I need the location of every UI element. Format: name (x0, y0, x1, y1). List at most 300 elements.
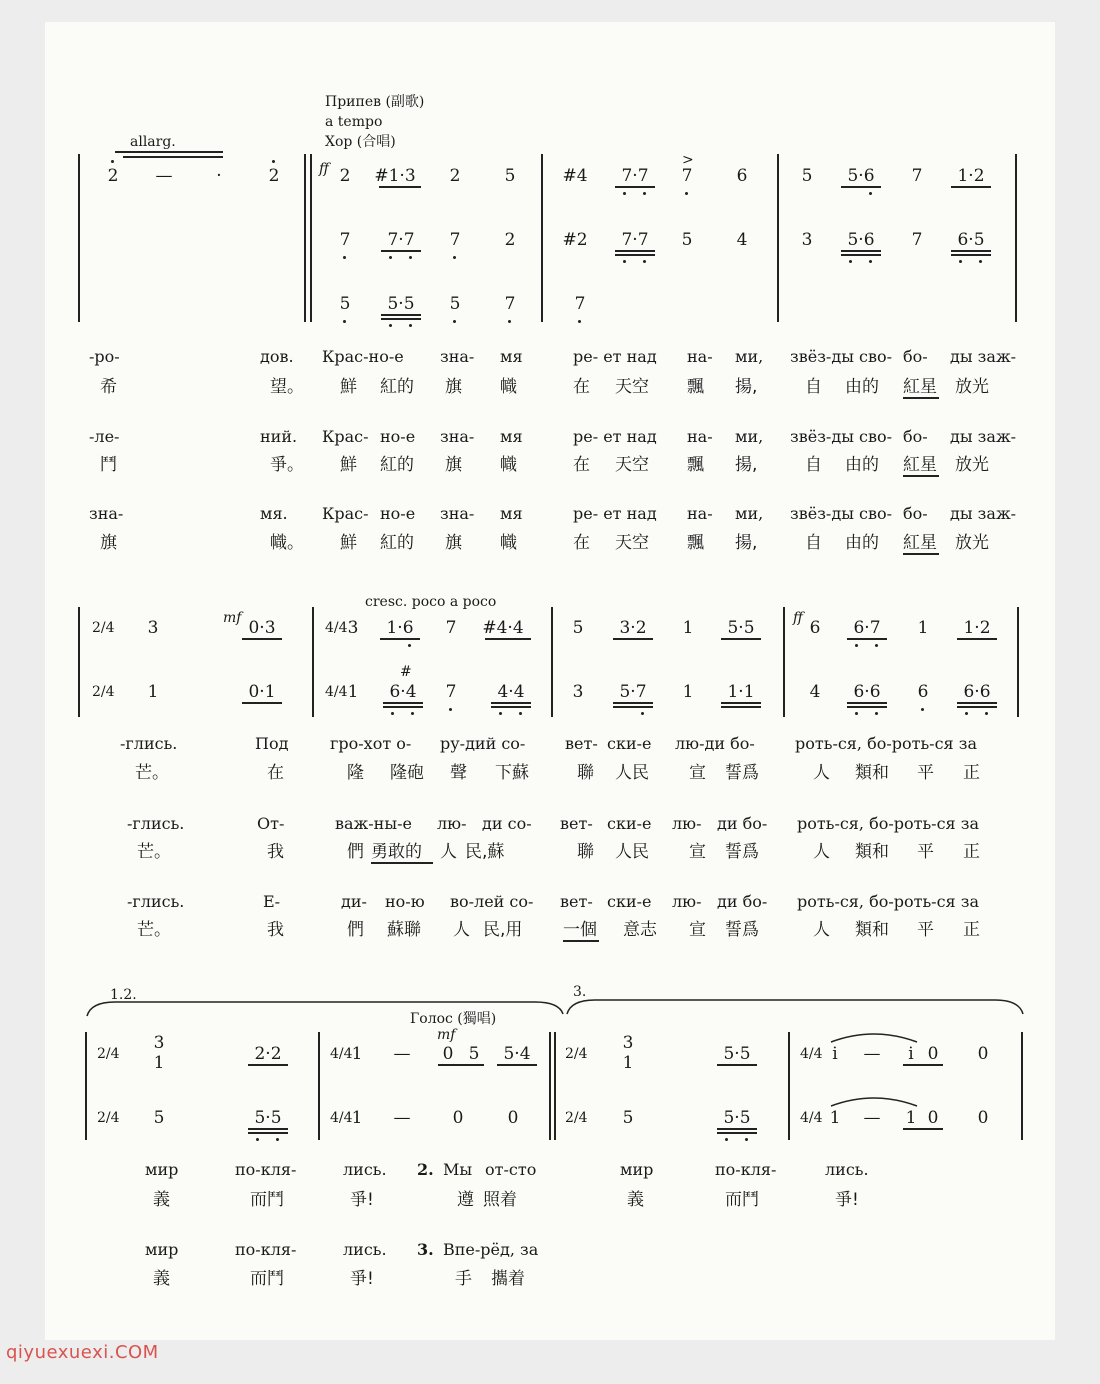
lyric-ru: -ро- (89, 347, 120, 366)
volta-bracket (565, 994, 1025, 1018)
note: 5·5 (723, 1044, 751, 1064)
lyric-zh: 在 (573, 455, 590, 475)
note: #4 (562, 166, 588, 186)
lyric-ru: на- (687, 427, 713, 446)
lyric-ru: Впе-рёд, за (443, 1240, 539, 1259)
lyric-ru: но-е (380, 427, 416, 446)
note: #1·3 (374, 166, 416, 186)
note: i (908, 1044, 914, 1064)
note: 5·6 (847, 166, 875, 186)
beam (951, 186, 991, 188)
lyric-zh: 人 (813, 842, 830, 862)
lyric-zh: 揚, (735, 455, 758, 475)
beam (383, 706, 423, 708)
barline (777, 154, 779, 322)
lyric-ru: ру-дий со- (440, 734, 526, 753)
note: 6·5 (957, 230, 985, 250)
lyric-zh: 人民 (615, 763, 649, 783)
lyric-ru: ски-е (607, 814, 652, 833)
note: 1 (351, 1044, 363, 1064)
note: 4·4 (497, 682, 525, 702)
lyric-zh: 紅星 (903, 455, 937, 475)
note: 6 (917, 682, 929, 702)
octave-dot (276, 1138, 279, 1141)
lyric-zh: 飄 (687, 533, 704, 553)
note: 5 (468, 1044, 480, 1064)
time-signature: 4/4 (330, 1046, 353, 1062)
lyric-underline (371, 862, 433, 864)
octave-dot (453, 256, 456, 259)
beam (957, 638, 997, 640)
beam (841, 254, 881, 256)
accent-mark: > (682, 152, 694, 168)
time-signature: 4/4 (800, 1046, 823, 1062)
lyric-zh: 由的 (845, 533, 879, 553)
lyric-zh: 在 (267, 763, 284, 783)
barline (1021, 1032, 1023, 1140)
beam (951, 254, 991, 256)
lyric-zh: 誓爲 (725, 842, 759, 862)
lyric-ru: зна- (440, 504, 475, 523)
lyric-zh: 隆 (347, 763, 364, 783)
lyric-zh: 照着 (483, 1190, 517, 1210)
lyric-ru: лись. (825, 1160, 869, 1179)
lyric-ru: -глись. (127, 814, 185, 833)
lyric-ru: мир (145, 1240, 179, 1259)
lyric-ru: звёз-ды сво- (790, 427, 893, 446)
octave-dot (965, 712, 968, 715)
lyric-ru: -глись. (120, 734, 178, 753)
lyric-ru: Е- (263, 892, 281, 911)
octave-dot (643, 260, 646, 263)
lyric-ru: лись. (343, 1160, 387, 1179)
octave-dot (389, 324, 392, 327)
dynamic-ff: ff (793, 610, 803, 626)
lyric-ru: гро-хот о- (330, 734, 412, 753)
lyric-zh: 而鬥 (250, 1269, 284, 1289)
lyric-ru: ми, (735, 427, 764, 446)
lyric-ru: ды заж- (950, 347, 1017, 366)
lyric-ru: Крас- (322, 427, 369, 446)
octave-dot (519, 712, 522, 715)
beam (381, 250, 421, 252)
note: 5·5 (387, 294, 415, 314)
lyric-zh: 們 (347, 920, 364, 940)
lyric-ru: ды заж- (950, 427, 1017, 446)
beam (951, 250, 991, 252)
solo-label: Голос (獨唱) (410, 1011, 497, 1027)
note: 6·6 (853, 682, 881, 702)
octave-dot (272, 160, 275, 163)
octave-dot (875, 644, 878, 647)
beam (615, 250, 655, 252)
lyric-underline (563, 940, 599, 942)
lyric-zh: 希 (100, 377, 117, 397)
note: 1 (347, 682, 359, 702)
lyric-zh: 正 (963, 763, 980, 783)
score-page (45, 22, 1055, 1340)
note: 1·2 (963, 618, 991, 638)
lyric-zh: 飄 (687, 455, 704, 475)
note: 1 (147, 682, 159, 702)
lyric-zh: 人民 (615, 842, 649, 862)
barline (304, 154, 306, 322)
lyric-ru: мя (500, 347, 523, 366)
octave-dot (725, 1138, 728, 1141)
lyric-ru: ски-е (607, 892, 652, 911)
note: 5 (801, 166, 813, 186)
note: 3 (801, 230, 813, 250)
lyric-zh: 揚, (735, 533, 758, 553)
octave-dot (391, 712, 394, 715)
lyric-zh: 芒。 (137, 920, 171, 940)
note: 2 (339, 166, 351, 186)
beam (248, 1132, 288, 1134)
beam (485, 638, 531, 640)
lyric-zh: 聲 (450, 763, 467, 783)
lyric-ru: мир (145, 1160, 179, 1179)
note: 6 (736, 166, 748, 186)
lyric-zh: 義 (153, 1269, 170, 1289)
note: 0 (507, 1108, 519, 1128)
octave-dot (111, 160, 114, 163)
octave-dot (409, 256, 412, 259)
beam (721, 702, 761, 704)
beam (438, 1064, 484, 1066)
lyric-zh: 紅的 (380, 533, 414, 553)
note: 5 (622, 1108, 634, 1128)
volta-label: 1.2. (110, 987, 137, 1003)
hold-dash: — (863, 1108, 881, 1128)
octave-dot (959, 260, 962, 263)
beam (717, 1128, 757, 1130)
note: #2 (562, 230, 588, 250)
lyric-ru: ди бо- (717, 814, 768, 833)
octave-dot (855, 644, 858, 647)
beam (491, 702, 531, 704)
verse-number: 2. (417, 1160, 434, 1179)
lyric-zh: 旗 (100, 533, 117, 553)
note: 5·4 (503, 1044, 531, 1064)
lyric-zh: 宣 (689, 842, 706, 862)
beam (383, 702, 423, 704)
lyric-ru: мя. (260, 504, 288, 523)
octave-dot (745, 1138, 748, 1141)
lyric-ru: мир (620, 1160, 654, 1179)
allargando-marking: allarg. (130, 134, 176, 150)
lyric-ru: ре- ет над (573, 427, 657, 446)
note: i (832, 1044, 838, 1064)
lyric-ru: во-лей со- (450, 892, 534, 911)
note: 5·6 (847, 230, 875, 250)
lyric-zh: 我 (267, 842, 284, 862)
beam (613, 638, 653, 640)
barline (78, 154, 80, 322)
note: 5 (572, 618, 584, 638)
lyric-ru: роть-ся, бо-роть-ся за (797, 814, 979, 833)
lyric-ru: мя (500, 427, 523, 446)
barline (78, 607, 80, 717)
note: 5 (339, 294, 351, 314)
lyric-ru: ски-е (607, 734, 652, 753)
time-signature: 2/4 (97, 1110, 120, 1126)
note: 7 (504, 294, 516, 314)
note: 5 (681, 230, 693, 250)
beam (957, 702, 997, 704)
barline (541, 154, 543, 322)
lyric-zh: 手 (455, 1269, 472, 1289)
note: 3 (622, 1033, 634, 1053)
lyric-zh: 自 (805, 377, 822, 397)
lyric-ru: по-кля- (235, 1160, 297, 1179)
octave-dot (389, 256, 392, 259)
barline (85, 1032, 87, 1140)
lyric-ru: на- (687, 504, 713, 523)
lyric-zh: 旗 (445, 455, 462, 475)
lyric-zh: 鮮 (340, 455, 357, 475)
lyric-ru: зна- (89, 504, 124, 523)
lyric-zh: 幟 (500, 377, 517, 397)
lyric-zh: 紅星 (903, 533, 937, 553)
octave-dot (578, 320, 581, 323)
note: 1 (917, 618, 929, 638)
lyric-zh: 芒。 (137, 842, 171, 862)
lyric-zh: 幟。 (270, 533, 304, 553)
lyric-zh: 一個 (563, 920, 597, 940)
octave-dot (869, 192, 872, 195)
lyric-ru: вет- (560, 892, 593, 911)
lyric-ru: ди бо- (717, 892, 768, 911)
note: 0·1 (248, 682, 276, 702)
barline (310, 154, 312, 322)
lyric-ru: мя (500, 504, 523, 523)
note: 1 (622, 1053, 634, 1073)
lyric-ru: бо- (903, 504, 928, 523)
beam (491, 706, 531, 708)
time-signature: 2/4 (565, 1110, 588, 1126)
lyric-ru: дов. (260, 347, 294, 366)
octave-dot (875, 712, 878, 715)
note: 5·5 (727, 618, 755, 638)
lyric-ru: важ-ны-е (335, 814, 412, 833)
lyric-ru: ре- ет над (573, 504, 657, 523)
lyric-zh: 民,蘇 (465, 842, 505, 862)
octave-dot (849, 260, 852, 263)
note: 1 (682, 618, 694, 638)
lyric-zh: 芒。 (135, 763, 169, 783)
lyric-zh: 鬥 (100, 455, 117, 475)
octave-dot (641, 712, 644, 715)
barline (312, 607, 314, 717)
barline (551, 607, 553, 717)
note: 1 (153, 1053, 165, 1073)
beam (381, 318, 421, 320)
lyric-zh: 人 (440, 842, 457, 862)
lyric-ru: лю- (672, 892, 702, 911)
note: 7 (449, 230, 461, 250)
lyric-underline (903, 475, 939, 477)
note: 1 (682, 682, 694, 702)
cresc-marking: cresc. poco a poco (365, 594, 497, 610)
time-signature: 2/4 (565, 1046, 588, 1062)
lyric-zh: 意志 (623, 920, 657, 940)
note: 7 (339, 230, 351, 250)
time-signature: 2/4 (92, 620, 115, 636)
volta-label: 3. (573, 984, 587, 1000)
lyric-ru: зна- (440, 347, 475, 366)
lyric-zh: 旗 (445, 377, 462, 397)
hold-dash: — (155, 166, 173, 186)
lyric-ru: звёз-ды сво- (790, 504, 893, 523)
lyric-zh: 宣 (689, 763, 706, 783)
octave-dot (256, 1138, 259, 1141)
beam (841, 186, 881, 188)
tempo-marking: a tempo (325, 114, 383, 130)
note: 5 (449, 294, 461, 314)
lyric-ru: Под (255, 734, 289, 753)
beam (381, 314, 421, 316)
lyric-zh: 義 (627, 1190, 644, 1210)
lyric-zh: 而鬥 (725, 1190, 759, 1210)
lyric-zh: 天空 (615, 455, 649, 475)
lyric-zh: 爭! (350, 1190, 374, 1210)
note: 0·3 (248, 618, 276, 638)
lyric-ru: -глись. (127, 892, 185, 911)
lyric-ru: лю- (672, 814, 702, 833)
beam (242, 638, 282, 640)
lyric-zh: 人 (813, 763, 830, 783)
lyric-underline (903, 553, 939, 555)
lyric-ru: ми, (735, 504, 764, 523)
octave-dot (623, 192, 626, 195)
lyric-zh: 自 (805, 455, 822, 475)
lyric-zh: 隆砲 (390, 763, 424, 783)
time-signature: 4/4 (325, 620, 348, 636)
beam (248, 1128, 288, 1130)
lyric-ru: ди со- (482, 814, 532, 833)
lyric-zh: 由的 (845, 455, 879, 475)
note: 0 (442, 1044, 454, 1064)
lyric-ru: бо- (903, 427, 928, 446)
note: 7 (445, 618, 457, 638)
barline (318, 1032, 320, 1140)
lyric-ru: ний. (260, 427, 298, 446)
lyric-zh: 在 (573, 377, 590, 397)
octave-dot (643, 192, 646, 195)
note: 2 (268, 166, 280, 186)
note: 7 (911, 230, 923, 250)
note: 7·7 (621, 230, 649, 250)
note: 6·7 (853, 618, 881, 638)
octave-dot (685, 192, 688, 195)
note: 1·6 (386, 618, 414, 638)
note: 1·2 (957, 166, 985, 186)
beam (248, 1064, 288, 1066)
lyric-zh: 蘇聯 (387, 920, 421, 940)
time-signature: 4/4 (800, 1110, 823, 1126)
octave-dot (343, 320, 346, 323)
octave-dot (921, 708, 924, 711)
note: #4·4 (482, 618, 524, 638)
beam (721, 638, 761, 640)
note: 1 (829, 1108, 841, 1128)
note: 5·5 (723, 1108, 751, 1128)
lyric-ru: Мы (443, 1160, 473, 1179)
octave-dot (409, 324, 412, 327)
lyric-ru: ды заж- (950, 504, 1017, 523)
lyric-zh: 放光 (955, 533, 989, 553)
lyric-zh: 類和 (855, 763, 889, 783)
lyric-zh: 天空 (615, 533, 649, 553)
barline (788, 1032, 790, 1140)
note: 5·5 (254, 1108, 282, 1128)
lyric-ru: звёз-ды сво- (790, 347, 893, 366)
dynamic-ff: ff (319, 161, 329, 177)
octave-dot (411, 712, 414, 715)
site-watermark: qiyuexuexi.COM (6, 1342, 159, 1363)
note: 6 (809, 618, 821, 638)
lyric-zh: 誓爲 (725, 763, 759, 783)
choir-label: Хор (合唱) (325, 134, 396, 150)
note: 5·7 (619, 682, 647, 702)
lyric-zh: 爭。 (270, 455, 304, 475)
dot: · (216, 166, 222, 186)
beam (242, 702, 282, 704)
beam (615, 186, 655, 188)
barline (554, 1032, 556, 1140)
lyric-zh: 紅的 (380, 455, 414, 475)
beam (717, 1064, 757, 1066)
tie (829, 1030, 919, 1044)
note: 2 (449, 166, 461, 186)
lyric-ru: по-кля- (715, 1160, 777, 1179)
lyric-zh: 我 (267, 920, 284, 940)
lyric-zh: 們 (347, 842, 364, 862)
note: 6·6 (963, 682, 991, 702)
hold-dash: — (863, 1044, 881, 1064)
note: 3 (147, 618, 159, 638)
note: 7 (445, 682, 457, 702)
time-signature: 4/4 (330, 1110, 353, 1126)
beam (497, 1064, 537, 1066)
note: 1 (905, 1108, 917, 1128)
note: 2 (107, 166, 119, 186)
octave-dot (449, 708, 452, 711)
note: 1 (351, 1108, 363, 1128)
beam (379, 186, 421, 188)
lyric-zh: 類和 (855, 842, 889, 862)
beam (613, 706, 653, 708)
lyric-zh: 類和 (855, 920, 889, 940)
lyric-zh: 人 (453, 920, 470, 940)
lyric-zh: 平 (917, 842, 934, 862)
dynamic-mf: mf (437, 1027, 456, 1043)
lyric-ru: От- (257, 814, 285, 833)
refrain-label: Припев (副歌) (325, 94, 425, 110)
beam (903, 1128, 943, 1130)
note: 7·7 (621, 166, 649, 186)
lyric-ru: лись. (343, 1240, 387, 1259)
sharp-sign: # (400, 664, 412, 680)
note: 2·2 (254, 1044, 282, 1064)
lyric-ru: по-кля- (235, 1240, 297, 1259)
lyric-zh: 鮮 (340, 533, 357, 553)
note: 3 (572, 682, 584, 702)
octave-dot (343, 256, 346, 259)
lyric-ru: Крас-но-е (322, 347, 404, 366)
note: 7 (911, 166, 923, 186)
lyric-zh: 平 (917, 763, 934, 783)
